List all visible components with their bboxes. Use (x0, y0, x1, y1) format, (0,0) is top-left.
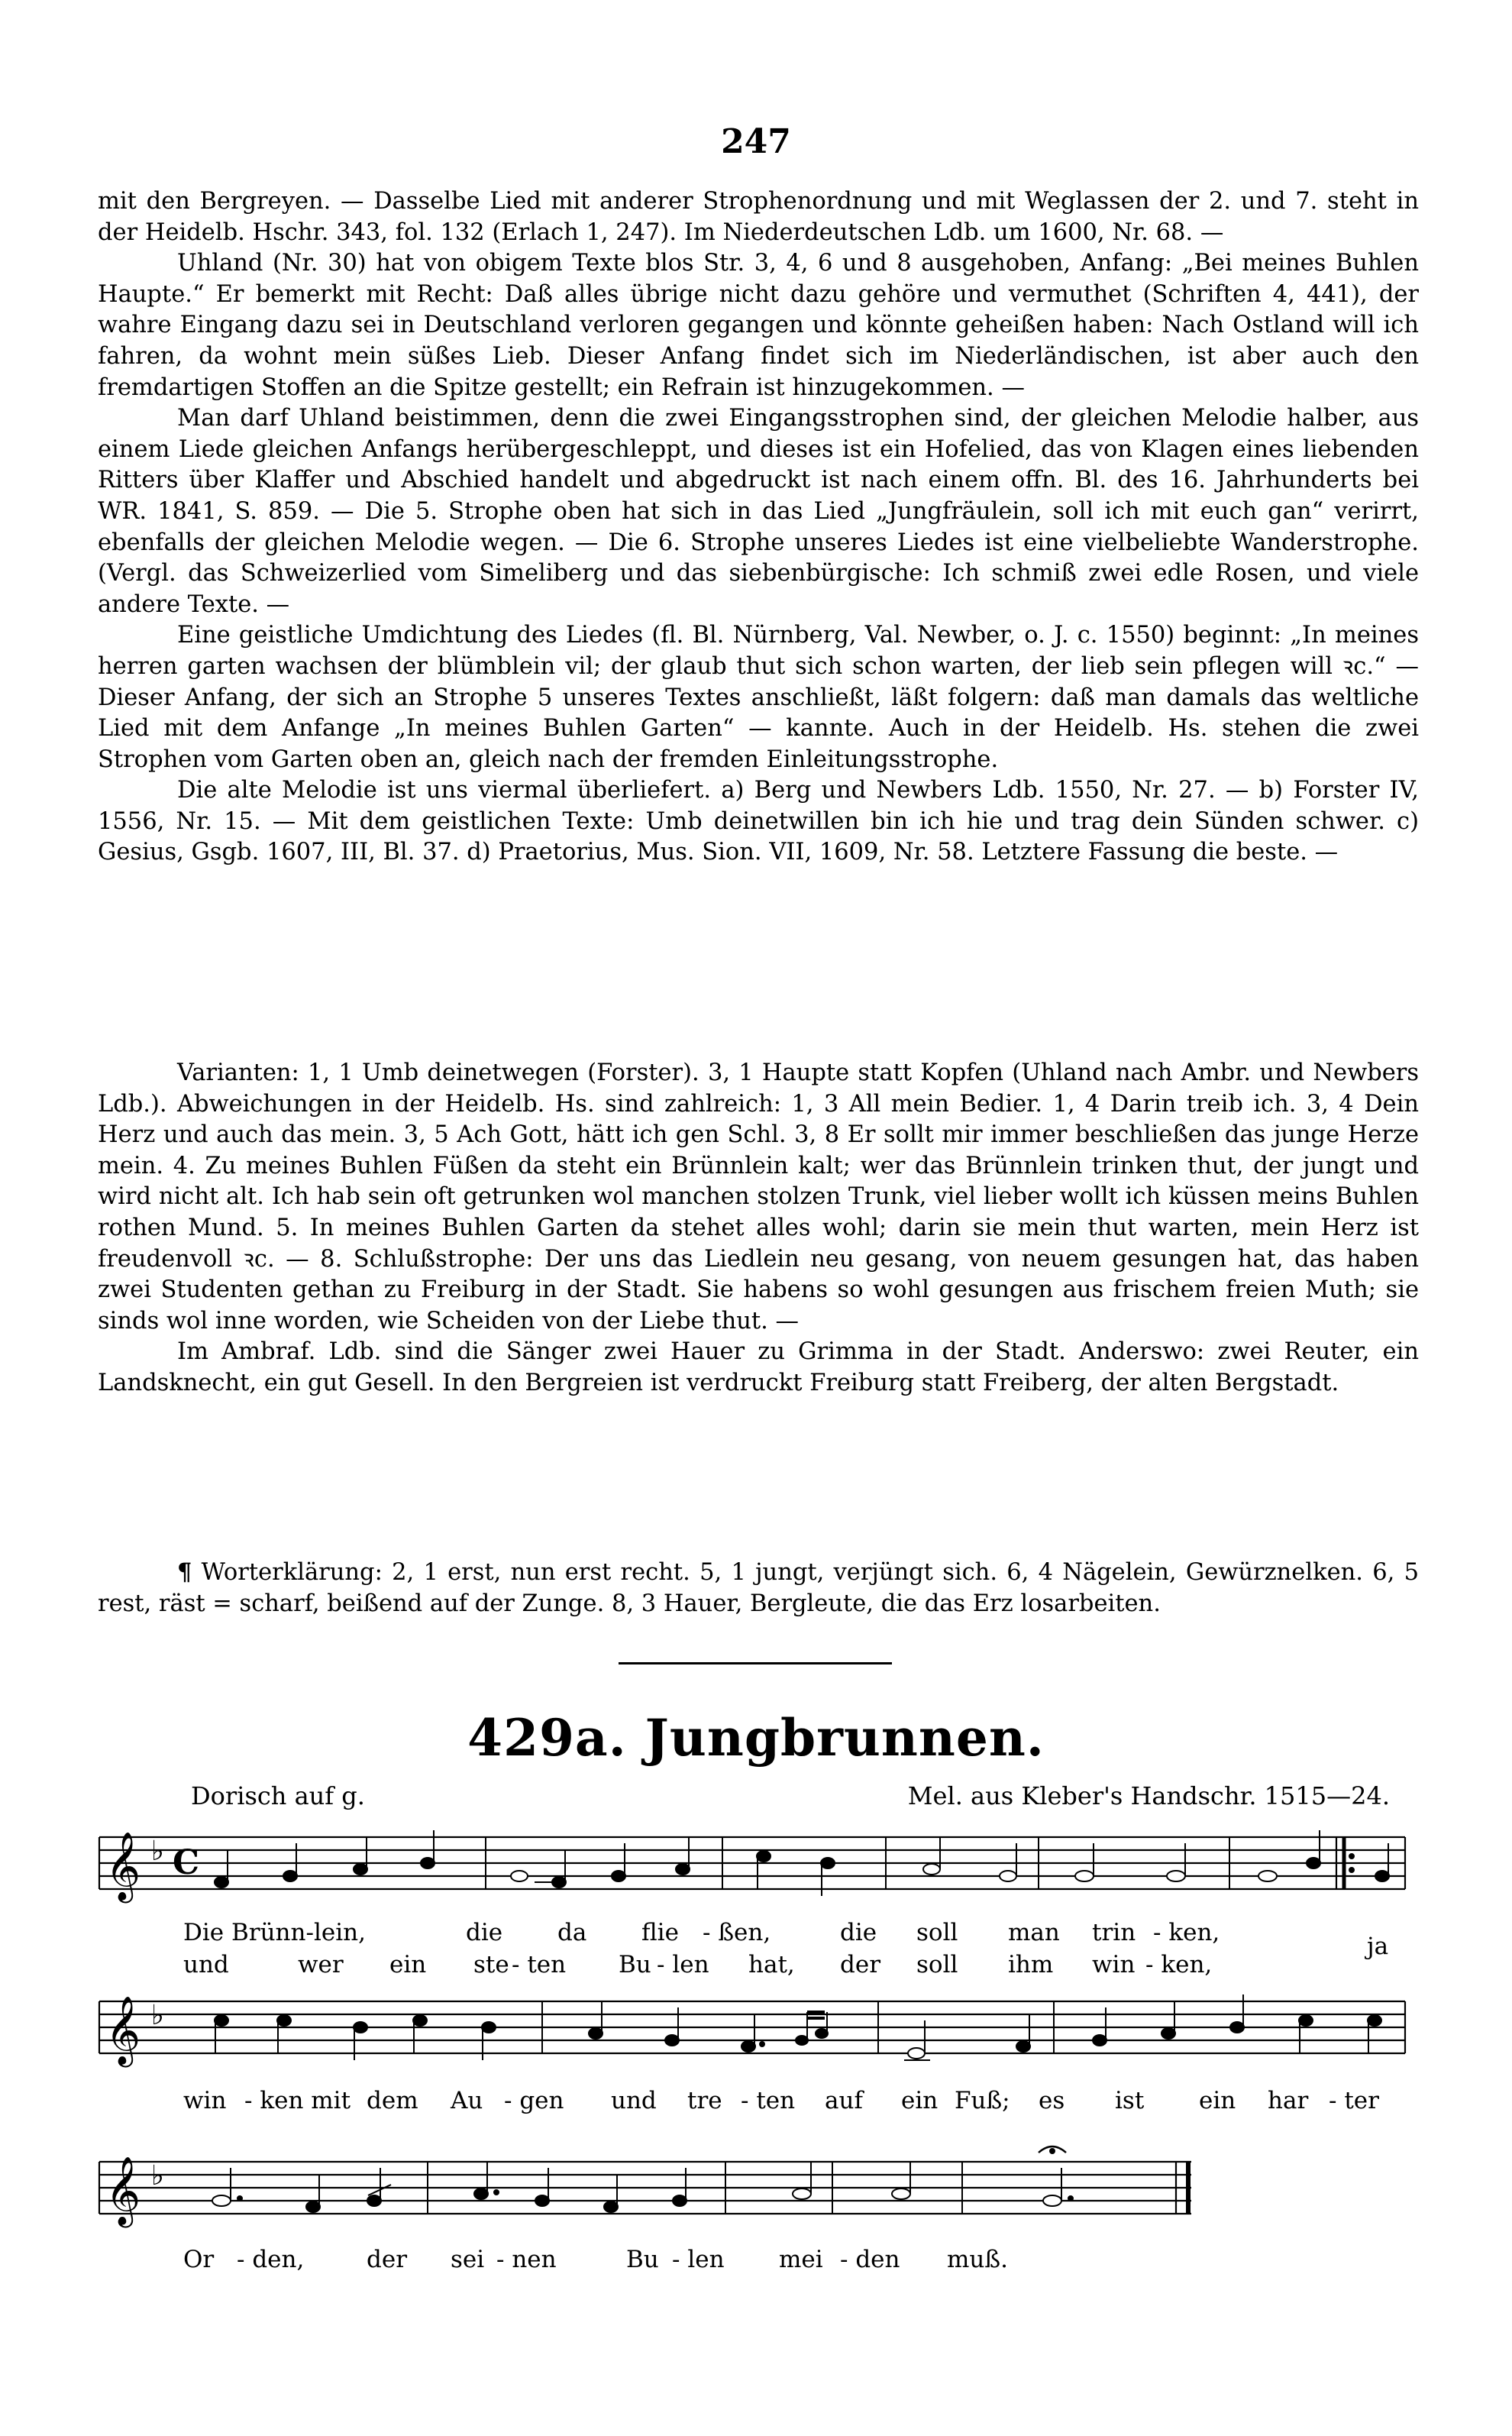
common-time-icon: C (173, 1843, 200, 1882)
paragraph: Uhland (Nr. 30) hat von obigem Texte blos Str. 3, 4, 6 und 8 ausgehoben, Anfang: „Bei meines Buhlen Haupte.“ Er bemerkt mit Recht: Daß alles übrige nicht dazu gehöre und vermuthet (Schriften 4, 441), der wahre Eingang dazu sei in Deutschland verloren gegangen und könnte geheißen haben: Nach Ostland will ich fahren, da wohnt mein süßes Lieb. Dieser Anfang findet sich im Niederländischen, ist aber auch den fremdartigen Stoffen an die Spitze gestellt; ein Refrain ist hinzugekommen. — (98, 250, 1419, 401)
lyric-syllable: ihm (1008, 1951, 1054, 1978)
song-mode: Dorisch auf g. (191, 1781, 365, 1810)
lyric-syllable: wer (298, 1951, 344, 1978)
lyric-syllable: ein (1199, 2087, 1236, 2114)
lyric-syllable: - ken mit (244, 2087, 351, 2114)
paragraph-mark-icon: ¶ (177, 1558, 192, 1586)
music-staff-2 (92, 1986, 1420, 2070)
lyric-syllable: mei (779, 2246, 823, 2273)
lyric-syllable: sei (451, 2246, 485, 2273)
divider (619, 1662, 892, 1664)
paragraph: Die alte Melodie ist uns viermal überliefert. a) Berg und Newbers Ldb. 1550, Nr. 27. — b) Forster IV, 1556, Nr. 15. — Mit dem geistlichen Texte: Umb deinetwillen bin ich hie und trag dein Sünden schwer. c) Gesius, Gsgb. 1607, III, Bl. 37. d) Praetorius, Mus. Sion. VII, 1609, Nr. 58. Letztere Fassung die beste. — (98, 777, 1419, 866)
lyric-syllable: dem (367, 2087, 418, 2114)
lyric-syllable: der (840, 1951, 881, 1978)
lyric-syllable: und (183, 1951, 229, 1978)
lyric-syllable: flie (641, 1919, 679, 1946)
music-staff-3 (92, 2139, 1420, 2231)
lyric-syllable: ste (473, 1951, 509, 1978)
treble-clef-icon: 𝄞 (105, 2156, 141, 2225)
lyric-syllable: - len (657, 1951, 709, 1978)
staff-3-notes (212, 2146, 1073, 2214)
lyric-syllable: - ter (1329, 2087, 1379, 2114)
melody-source: Mel. aus Kleber's Handschr. 1515—24. (907, 1781, 1390, 1810)
lyric-syllable: es (1039, 2087, 1065, 2114)
music-staff-1 (92, 1822, 1420, 1906)
lyric-syllable: - len (672, 2246, 725, 2273)
lyric-syllable: - ken, (1153, 1919, 1220, 1946)
lyric-syllable: Bu (619, 1951, 651, 1978)
flat-icon: ♭ (151, 2160, 164, 2192)
lyric-syllable: Au (451, 2087, 483, 2114)
lyric-syllable: die (466, 1919, 503, 1946)
lyric-syllable: win (183, 2087, 227, 2114)
variants-paragraph: Im Ambraf. Ldb. sind die Sänger zwei Hauer zu Grimma in der Stadt. Anderswo: zwei Reuter, ein Landsknecht, ein gut Gesell. In den Bergreien ist verdruckt Freiburg statt Freiberg, der alten Bergstadt. (98, 1338, 1419, 1396)
page-number: 247 (721, 122, 791, 161)
lyric-syllable: Die Brünn-lein, (183, 1919, 366, 1946)
lyric-syllable: und (611, 2087, 657, 2114)
lyric-syllable: die (840, 1919, 877, 1946)
lyric-syllable: - nen (496, 2246, 557, 2273)
paragraph: mit den Bergreyen. — Dasselbe Lied mit anderer Strophenordnung und mit Weglassen der 2. und 7. steht in der Heidelb. Hschr. 343, fol. 132 (Erlach 1, 247). Im Niederdeutschen Ldb. um 1600, Nr. 68. — (98, 188, 1419, 246)
footnote (98, 1557, 1419, 1619)
flat-icon: ♭ (151, 1836, 164, 1867)
lyric-syllable: win (1092, 1951, 1136, 1978)
variants-text (98, 1058, 1419, 1399)
lyric-syllable: ein (389, 1951, 427, 1978)
lyric-syllable: - gen (504, 2087, 564, 2114)
lyric-ja: ja (1367, 1933, 1389, 1960)
flat-icon: ♭ (151, 2000, 164, 2031)
treble-clef-icon: 𝄞 (105, 1832, 141, 1901)
lyric-syllable: da (557, 1919, 587, 1946)
lyric-syllable: har (1268, 2087, 1309, 2114)
variants-paragraph: Varianten: 1, 1 Umb deinetwegen (Forster). 3, 1 Haupte statt Kopfen (Uhland nach Ambr. und Newbers Ldb.). Abweichungen in der Heidelb. Hs. sind zahlreich: 1, 3 All mein Bedier. 1, 4 Darin treib ich. 3, 4 Dein Herz und auch das mein. 3, 5 Ach Gott, hätt ich gen Schl. 3, 8 Er sollt mir immer beschließen das junge Herze mein. 4. Zu meines Buhlen Füßen da steht ein Brünnlein kalt; wer das Brünnlein trinken thut, der jungt und wird nicht alt. Ich hab sein oft getrunken wol manchen stolzen Trunk, viel lieber wollt ich küssen meins Buhlen rothen Mund. 5. In meines Buhlen Garten da stehet alles wohl; darin sie mein thut warten, mein Herz ist freudenvoll ꝛc. — 8. Schlußstrophe: Der uns das Liedlein neu gesang, von neuem gesungen hat, das haben zwei Studenten gethan zu Freiburg in der Stadt. Sie habens so wohl gesungen aus frischem freien Muth; sie sinds wol inne worden, wie Scheiden von der Liebe thut. — (98, 1059, 1419, 1334)
lyric-syllable: der (367, 2246, 408, 2273)
song-title: 429a. Jungbrunnen. (467, 1708, 1045, 1768)
lyric-syllable: - den (840, 2246, 900, 2273)
treble-clef-icon: 𝄞 (105, 1996, 141, 2065)
lyric-syllable: hat, (748, 1951, 795, 1978)
lyric-syllable: - ten (512, 1951, 567, 1978)
staff-2-notation (92, 1986, 1420, 2070)
lyric-syllable: Or (183, 2246, 215, 2273)
lyric-syllable: ist (1115, 2087, 1145, 2114)
lyric-syllable: - ten (741, 2087, 796, 2114)
lyric-syllable: soll (916, 1919, 958, 1946)
lyric-syllable: - ken, (1145, 1951, 1213, 1978)
lyric-syllable: tre (687, 2087, 722, 2114)
footnote-text: Worterklärung: 2, 1 erst, nun erst recht. 5, 1 jungt, verjüngt sich. 6, 4 Nägelein, Gewürznelken. 6, 5 rest, räst = scharf, beißend auf der Zunge. 8, 3 Hauer, Bergleute, die das Erz losarbeiten. (98, 1559, 1419, 1617)
lyric-syllable: man (1008, 1919, 1060, 1946)
lyric-syllable: - den, (237, 2246, 305, 2273)
lyric-syllable: muß. (947, 2246, 1008, 2273)
lyric-syllable: trin (1092, 1919, 1136, 1946)
lyric-syllable: ein (901, 2087, 939, 2114)
staff-1-notation (92, 1822, 1420, 1906)
paragraph: Eine geistliche Umdichtung des Liedes (fl. Bl. Nürnberg, Val. Newber, o. J. c. 1550) beginnt: „In meines herren garten wachsen der blümblein vil; der glaub thut sich schon warten, der lieb sein pflegen will ꝛc.“ — Dieser Anfang, der sich an Strophe 5 unseres Textes anschließt, läßt folgern: daß man damals das weltliche Lied mit dem Anfange „In meines Buhlen Garten“ — kannte. Auch in der Heidelb. Hs. stehen die zwei Strophen vom Garten oben an, gleich nach der fremden Einleitungsstrophe. (98, 622, 1419, 773)
paragraph: Man darf Uhland beistimmen, denn die zwei Eingangsstrophen sind, der gleichen Melodie halber, aus einem Liede gleichen Anfangs herübergeschleppt, und dieses ist ein Hofelied, das von Klagen eines liebenden Ritters über Klaffer und Abschied handelt und abgedruckt ist nach einem offn. Bl. des 16. Jahrhunderts bei WR. 1841, S. 859. — Die 5. Strophe oben hat sich in das Lied „Jungfräulein, soll ich mit euch gan“ verirrt, ebenfalls der gleichen Melodie wegen. — Die 6. Strophe unseres Liedes ist eine vielbeliebte Wanderstrophe. (Vergl. das Schweizerlied vom Simeliberg und das siebenbürgische: Ich schmiß zwei edle Rosen, und viele andere Texte. — (98, 405, 1419, 618)
lyric-syllable: Bu (626, 2246, 659, 2273)
lyric-syllable: auf (825, 2087, 863, 2114)
commentary-text (98, 186, 1419, 869)
lyric-syllable: - ßen, (703, 1919, 771, 1946)
staff-3-notation (92, 2139, 1420, 2231)
lyric-syllable: Fuß; (955, 2087, 1010, 2114)
lyric-syllable: soll (916, 1951, 958, 1978)
